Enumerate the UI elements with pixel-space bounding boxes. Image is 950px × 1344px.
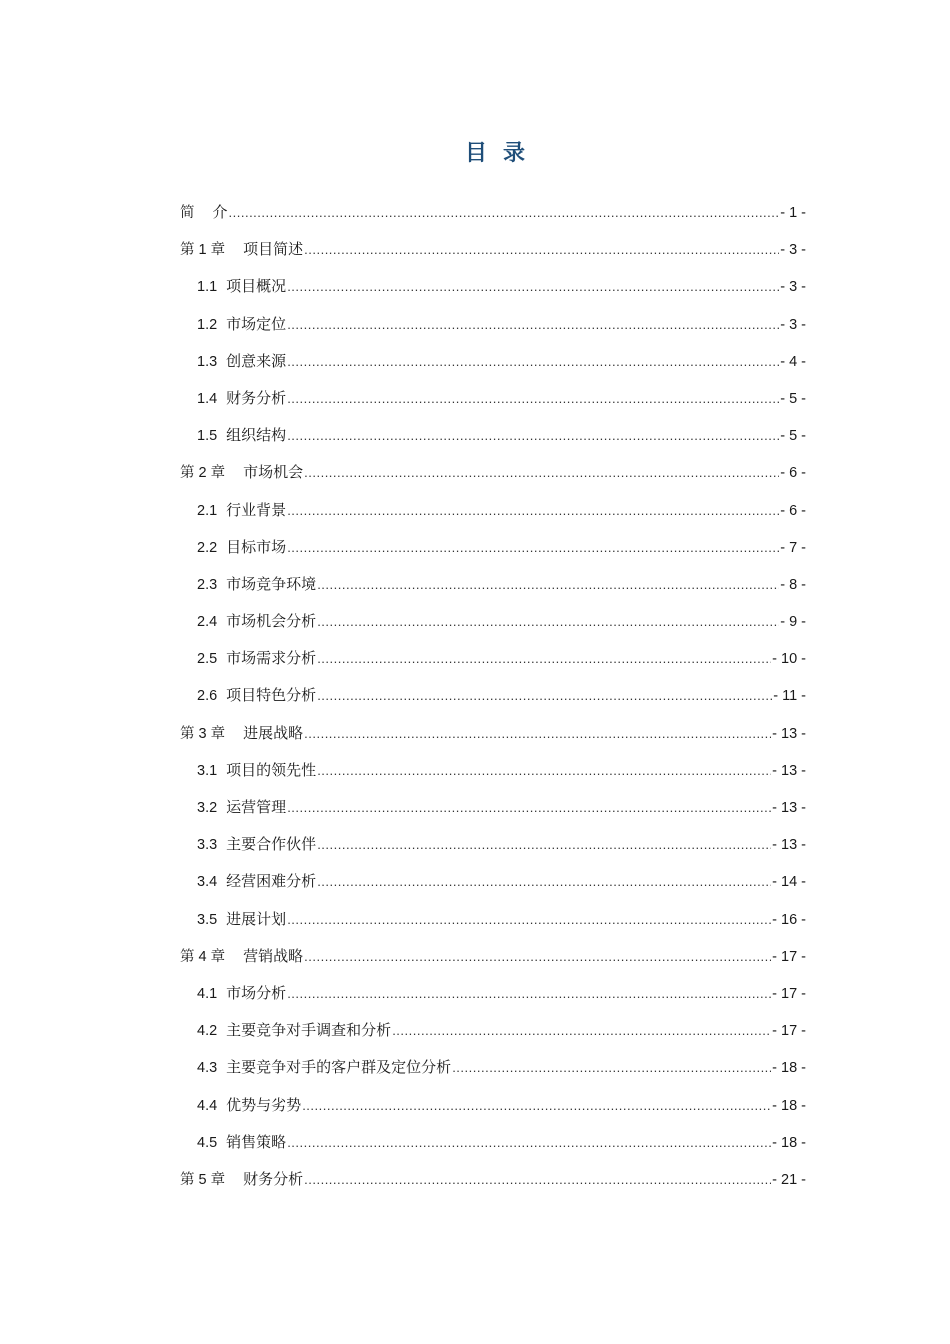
toc-dot-leader [287, 492, 779, 529]
toc-entry-number: 2.2 [197, 539, 218, 556]
toc-entry[interactable] [180, 640, 806, 677]
toc-entry-number: 1.2 [197, 316, 218, 333]
toc-entry-number: 3.5 [197, 911, 218, 928]
toc-page-number: - 6 - [780, 465, 806, 482]
toc-page-number: - 18 - [772, 1097, 806, 1114]
toc-page-number: - 13 - [772, 725, 806, 742]
toc-entry-number: 3.3 [197, 837, 218, 854]
toc-entry-number: 1.5 [197, 428, 218, 445]
toc-entry[interactable] [180, 566, 806, 603]
toc-entry-number: 第 5 章 [180, 1171, 226, 1188]
toc-entry-title: 财务分析 [243, 1169, 304, 1188]
toc-dot-leader [317, 640, 771, 677]
toc-dot-leader [304, 454, 779, 491]
toc-dot-leader [304, 938, 771, 975]
toc-entry-number: 3.1 [197, 762, 218, 779]
toc-entry-number: 2.4 [197, 614, 218, 631]
toc-entry-number: 2.3 [197, 576, 218, 593]
toc-entry[interactable] [180, 603, 806, 640]
toc-entry-title: 介 [212, 203, 228, 221]
toc-entry-number: 简 [180, 205, 195, 221]
toc-entry[interactable] [180, 380, 806, 417]
toc-list [180, 194, 806, 1198]
toc-entry-number: 3.4 [197, 874, 218, 891]
toc-entry-title: 运营管理 [226, 798, 287, 816]
toc-entry-title: 进展计划 [226, 909, 287, 928]
toc-dot-leader [287, 901, 771, 938]
toc-entry-number: 第 3 章 [180, 725, 226, 742]
toc-entry[interactable] [180, 789, 806, 826]
toc-entry[interactable] [180, 901, 806, 938]
toc-entry-number: 1.4 [197, 390, 218, 407]
toc-entry-number: 4.5 [197, 1134, 218, 1151]
toc-page-number: - 18 - [772, 1060, 806, 1077]
toc-page-number: - 17 - [772, 985, 806, 1002]
toc-title-char: 录 [503, 141, 526, 166]
toc-entry-title: 目标市场 [226, 537, 287, 556]
toc-entry-title: 项目简述 [243, 240, 304, 259]
toc-page-number: - 3 - [780, 242, 806, 259]
toc-page-number: - 13 - [772, 800, 806, 816]
toc-entry[interactable] [180, 677, 806, 714]
toc-page-number: - 8 - [780, 576, 806, 593]
toc-entry-title: 组织结构 [226, 426, 287, 445]
toc-page-number: - 17 - [772, 1023, 806, 1040]
toc-entry-title: 市场机会分析 [226, 612, 317, 631]
toc-page-number: - 9 - [780, 614, 806, 631]
toc-entry[interactable] [180, 492, 806, 529]
toc-entry-number: 第 1 章 [180, 242, 226, 259]
toc-entry[interactable] [180, 194, 806, 231]
toc-entry[interactable] [180, 417, 806, 454]
toc-entry-title: 优势与劣势 [226, 1095, 302, 1114]
toc-entry-title: 市场需求分析 [226, 649, 317, 668]
toc-title [0, 136, 950, 167]
toc-entry-number: 4.1 [197, 985, 218, 1002]
toc-entry[interactable] [180, 306, 806, 343]
toc-entry-title: 主要竞争对手的客户群及定位分析 [226, 1058, 452, 1077]
toc-dot-leader [392, 1012, 771, 1049]
toc-dot-leader [317, 863, 771, 900]
toc-entry-title: 主要合作伙伴 [226, 835, 317, 854]
toc-entry-title: 财务分析 [226, 388, 287, 407]
toc-entry[interactable] [180, 529, 806, 566]
toc-dot-leader [304, 715, 771, 752]
toc-dot-leader [317, 826, 771, 863]
toc-page-number: - 3 - [780, 279, 806, 296]
toc-entry[interactable] [180, 1124, 806, 1161]
toc-page-number: - 13 - [772, 837, 806, 854]
toc-dot-leader [287, 380, 779, 417]
toc-entry-title: 营销战略 [243, 946, 304, 965]
toc-entry-number: 1.1 [197, 279, 218, 296]
toc-dot-leader [287, 306, 779, 343]
toc-entry-title: 项目概况 [226, 277, 287, 296]
toc-page-number: - 10 - [772, 651, 806, 668]
toc-entry-number: 4.2 [197, 1023, 218, 1040]
toc-dot-leader [287, 268, 779, 305]
toc-entry-number: 3.2 [197, 800, 218, 816]
toc-dot-leader [317, 677, 772, 714]
toc-entry-title: 行业背景 [226, 500, 287, 519]
toc-page-number: - 7 - [780, 539, 806, 556]
toc-entry-number: 2.6 [197, 688, 218, 705]
toc-dot-leader [287, 529, 779, 566]
toc-entry[interactable] [180, 715, 806, 752]
toc-entry[interactable] [180, 826, 806, 863]
toc-dot-leader [302, 1087, 771, 1124]
toc-page-number: - 6 - [780, 502, 806, 519]
toc-page-number: - 3 - [780, 316, 806, 333]
toc-entry[interactable] [180, 1049, 806, 1086]
toc-page-number: - 4 - [780, 353, 806, 370]
toc-entry[interactable] [180, 268, 806, 305]
toc-page-number: - 18 - [772, 1134, 806, 1151]
toc-dot-leader [287, 1124, 771, 1161]
toc-entry-title: 主要竞争对手调查和分析 [226, 1021, 392, 1040]
toc-dot-leader [287, 975, 771, 1012]
toc-entry[interactable] [180, 1012, 806, 1049]
toc-entry[interactable] [180, 1161, 806, 1198]
toc-page-number: - 13 - [772, 762, 806, 779]
toc-dot-leader [317, 566, 779, 603]
toc-dot-leader [304, 231, 779, 268]
toc-entry[interactable] [180, 975, 806, 1012]
toc-entry[interactable] [180, 752, 806, 789]
toc-entry-title: 项目的领先性 [226, 760, 317, 779]
toc-entry-title: 销售策略 [226, 1132, 287, 1151]
toc-entry[interactable] [180, 1087, 806, 1124]
toc-entry-title: 经营困难分析 [226, 872, 317, 891]
toc-entry-number: 1.3 [197, 353, 218, 370]
toc-page-number: - 14 - [772, 874, 806, 891]
toc-dot-leader [452, 1049, 771, 1086]
toc-entry-title: 市场定位 [226, 314, 287, 333]
toc-dot-leader [317, 752, 771, 789]
toc-page-number: - 17 - [772, 948, 806, 965]
toc-dot-leader [287, 343, 779, 380]
toc-dot-leader [287, 417, 779, 454]
toc-dot-leader [229, 194, 780, 231]
toc-page-number: - 21 - [772, 1171, 806, 1188]
toc-entry-title: 市场竞争环境 [226, 574, 317, 593]
toc-page-number: - 16 - [772, 911, 806, 928]
toc-dot-leader [287, 789, 771, 826]
toc-entry[interactable] [180, 231, 806, 268]
toc-entry-number: 2.1 [197, 502, 218, 519]
toc-entry-title: 市场机会 [243, 463, 304, 482]
toc-entry-number: 4.3 [197, 1060, 218, 1077]
toc-title-char: 目 [464, 141, 487, 166]
toc-page-number: - 5 - [780, 390, 806, 407]
toc-entry-number: 4.4 [197, 1097, 218, 1114]
toc-page-number: - 5 - [780, 428, 806, 445]
toc-entry-number: 第 2 章 [180, 465, 226, 482]
toc-dot-leader [304, 1161, 771, 1198]
toc-entry[interactable] [180, 454, 806, 491]
toc-page-number: - 1 - [780, 205, 806, 221]
toc-entry-title: 进展战略 [243, 723, 304, 742]
toc-entry[interactable] [180, 938, 806, 975]
toc-entry-title: 项目特色分析 [226, 686, 317, 705]
toc-page-number: - 11 - [773, 688, 806, 705]
toc-entry-title: 市场分析 [226, 983, 287, 1002]
toc-dot-leader [317, 603, 779, 640]
toc-entry[interactable] [180, 343, 806, 380]
toc-entry-title: 创意来源 [226, 351, 287, 370]
toc-entry-number: 2.5 [197, 651, 218, 668]
toc-entry[interactable] [180, 863, 806, 900]
toc-entry-number: 第 4 章 [180, 948, 226, 965]
